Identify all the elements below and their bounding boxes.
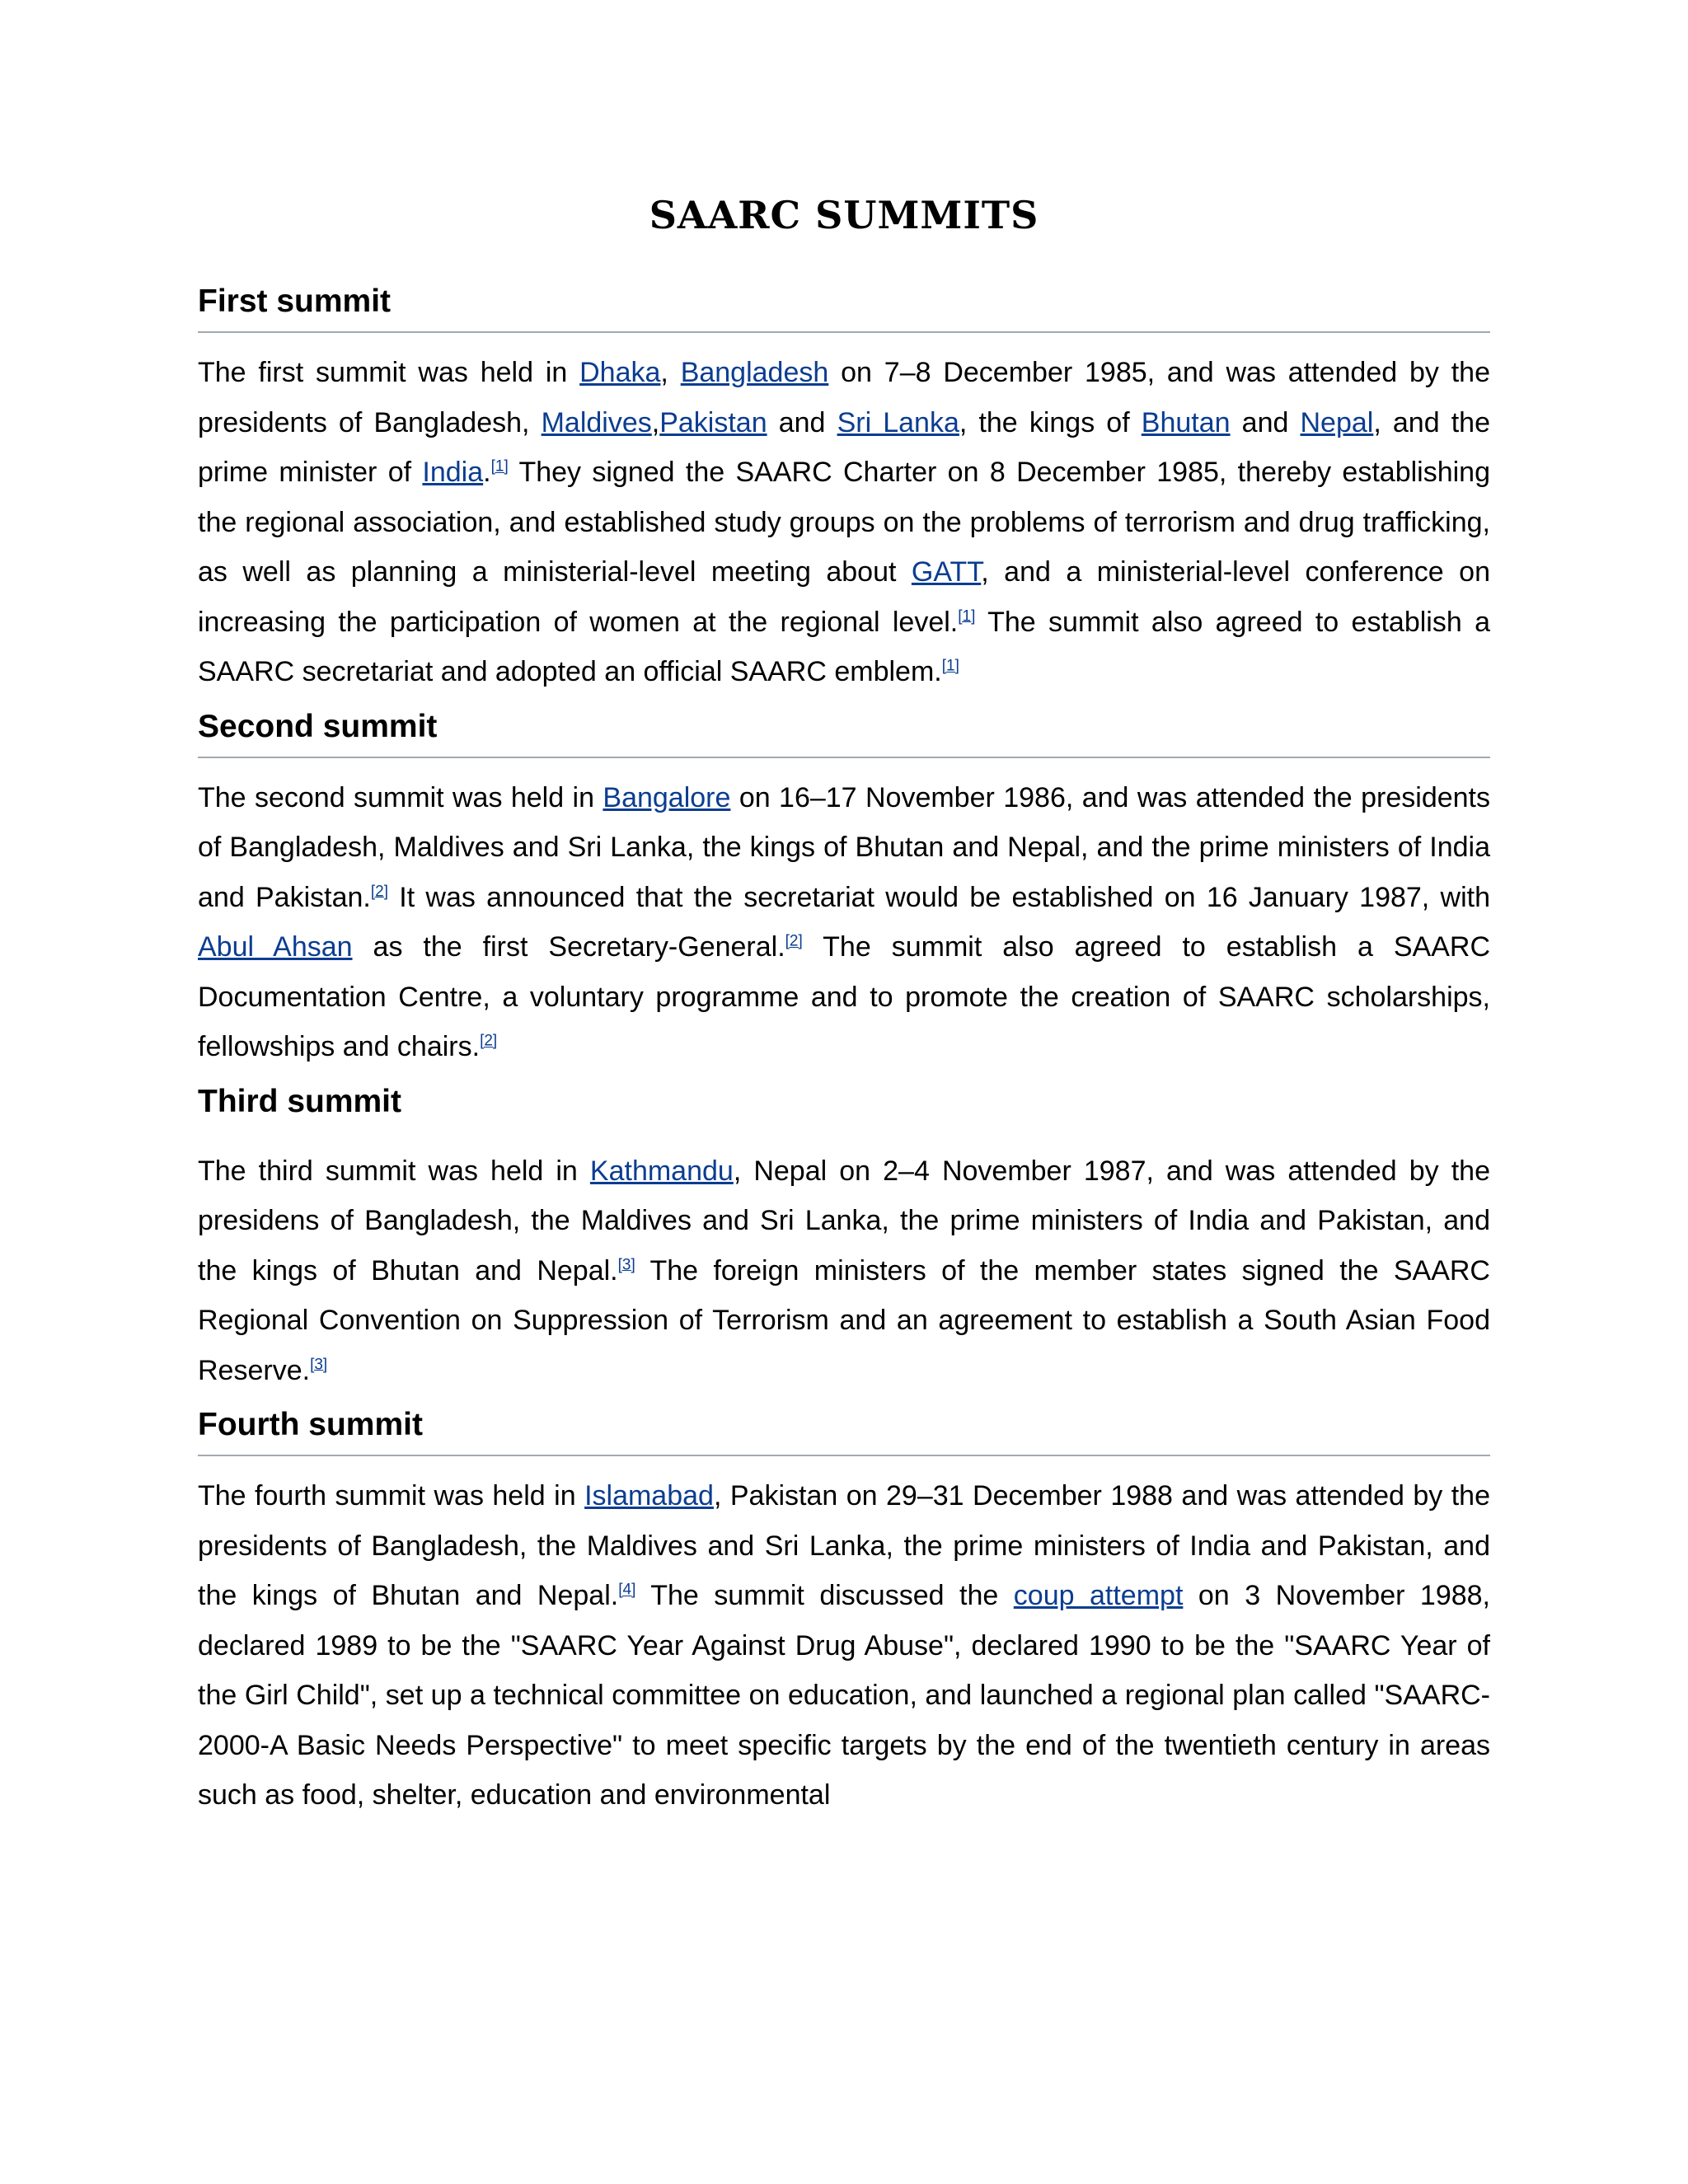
text-run: . xyxy=(483,457,491,488)
text-run: , Nepal on 2–4 November 1987, and was attended by the presidens of Bangladesh, the Maldives and Sri Lanka, the prime ministers of India and Pakistan, and the kings of Bhutan and Nepal. xyxy=(198,1155,1490,1286)
text-run: on 3 November 1988, declared 1989 to be the "SAARC Year Against Drug Abuse", declared 1990 to be the "SAARC Year of the Girl Child", set up a technical committee on education, and launched a regional plan called "SAARC-2000-A Basic Needs Perspective" to meet specific targets by the end of the twentieth century in areas such as food, shelter, education and environmental xyxy=(198,1580,1490,1811)
link-gatt[interactable]: GATT xyxy=(911,556,982,588)
link-bangalore[interactable]: Bangalore xyxy=(603,781,731,813)
reference-sup xyxy=(618,1256,635,1273)
section-paragraph xyxy=(198,773,1490,1072)
link-maldives[interactable]: Maldives xyxy=(541,406,652,438)
text-run: The summit also agreed to establish a SAARC Documentation Centre, a voluntary programme and to promote the creation of SAARC scholarships, fellowships and chairs. xyxy=(198,931,1490,1062)
reference-sup xyxy=(480,1033,497,1050)
page-title: SAARC SUMMITS xyxy=(649,193,1039,237)
link-abul-ahsan[interactable]: Abul Ahsan xyxy=(198,931,353,963)
text-run: , and a ministerial-level conference on increasing the participation of women at the regional level. xyxy=(198,556,1490,638)
link-pakistan[interactable]: Pakistan xyxy=(659,406,767,438)
text-run: The first summit was held in xyxy=(198,357,580,388)
text-run: , xyxy=(651,406,660,438)
reference-link[interactable]: [1] xyxy=(941,657,959,675)
link-nepal[interactable]: Nepal xyxy=(1300,406,1374,438)
reference-sup xyxy=(491,458,509,476)
text-run: as the first Secretary-General. xyxy=(352,931,785,963)
link-dhaka[interactable]: Dhaka xyxy=(579,357,661,388)
reference-link[interactable]: [1] xyxy=(490,457,509,476)
text-run: The second summit was held in xyxy=(198,781,603,813)
section-fourth-summit xyxy=(198,1404,1490,1821)
text-run: and xyxy=(767,406,837,438)
reference-sup xyxy=(371,883,388,900)
text-run: The fourth summit was held in xyxy=(198,1480,585,1511)
link-kathmandu[interactable]: Kathmandu xyxy=(589,1155,734,1187)
link-bhutan[interactable]: Bhutan xyxy=(1141,406,1231,438)
text-run: on 16–17 November 1986, and was attended the presidents of Bangladesh, Maldives and Sri Lanka, the kings of Bhutan and Nepal, and the prime ministers of India and Pakistan. xyxy=(198,781,1490,913)
link-islamabad[interactable]: Islamabad xyxy=(584,1480,714,1511)
text-run: , xyxy=(660,357,681,388)
section-third-summit xyxy=(198,1080,1490,1396)
text-run: , and the prime minister of xyxy=(198,406,1491,488)
section-paragraph xyxy=(198,348,1490,697)
text-run: , the kings of xyxy=(959,406,1142,438)
document-content xyxy=(198,186,1490,1829)
text-run: , Pakistan on 29–31 December 1988 and was attended by the presidents of Bangladesh, the Maldives and Sri Lanka, the prime ministers of India and Pakistan, and the kings of Bhutan and Nepal. xyxy=(198,1480,1490,1611)
text-run: It was announced that the secretariat would be established on 16 January 1987, with xyxy=(387,881,1490,913)
section-paragraph xyxy=(198,1471,1490,1821)
section-heading: Second summit xyxy=(198,705,1490,758)
text-run: The foreign ministers of the member states signed the SAARC Regional Convention on Suppression of Terrorism and an agreement to establish a South Asian Food Reserve. xyxy=(198,1254,1490,1386)
reference-sup xyxy=(618,1582,635,1599)
text-run: The third summit was held in xyxy=(198,1155,590,1187)
reference-link[interactable]: [2] xyxy=(785,932,803,950)
section-paragraph xyxy=(198,1146,1490,1396)
reference-link[interactable]: [1] xyxy=(958,607,976,626)
reference-sup xyxy=(942,658,959,675)
section-first-summit xyxy=(198,280,1490,697)
link-sri-lanka[interactable]: Sri Lanka xyxy=(837,406,959,438)
text-run: on 7–8 December 1985, and was attended by the presidents of Bangladesh, xyxy=(198,357,1490,438)
link-coup-attempt[interactable]: coup attempt xyxy=(1013,1580,1184,1611)
reference-link[interactable]: [3] xyxy=(617,1256,635,1274)
link-india[interactable]: India xyxy=(422,457,484,488)
text-run: The summit also agreed to establish a SAARC secretariat and adopted an official SAARC emblem. xyxy=(198,606,1490,687)
reference-sup xyxy=(310,1356,327,1373)
section-second-summit xyxy=(198,705,1490,1072)
reference-link[interactable]: [3] xyxy=(310,1356,328,1374)
section-heading: Fourth summit xyxy=(198,1404,1490,1456)
text-run: and xyxy=(1230,406,1301,438)
section-heading: Third summit xyxy=(198,1083,402,1119)
link-bangladesh[interactable]: Bangladesh xyxy=(680,357,829,388)
reference-link[interactable]: [2] xyxy=(480,1032,498,1050)
reference-sup xyxy=(785,933,803,950)
text-run: The summit discussed the xyxy=(635,1580,1014,1611)
reference-sup xyxy=(958,607,975,625)
section-heading: First summit xyxy=(198,280,1490,333)
text-run: They signed the SAARC Charter on 8 December 1985, thereby establishing the regional association, and established study groups on the problems of terrorism and drug trafficking, as well as planning a ministerial-level meeting about xyxy=(198,457,1490,588)
reference-link[interactable]: [4] xyxy=(618,1581,636,1599)
reference-link[interactable]: [2] xyxy=(370,883,388,901)
